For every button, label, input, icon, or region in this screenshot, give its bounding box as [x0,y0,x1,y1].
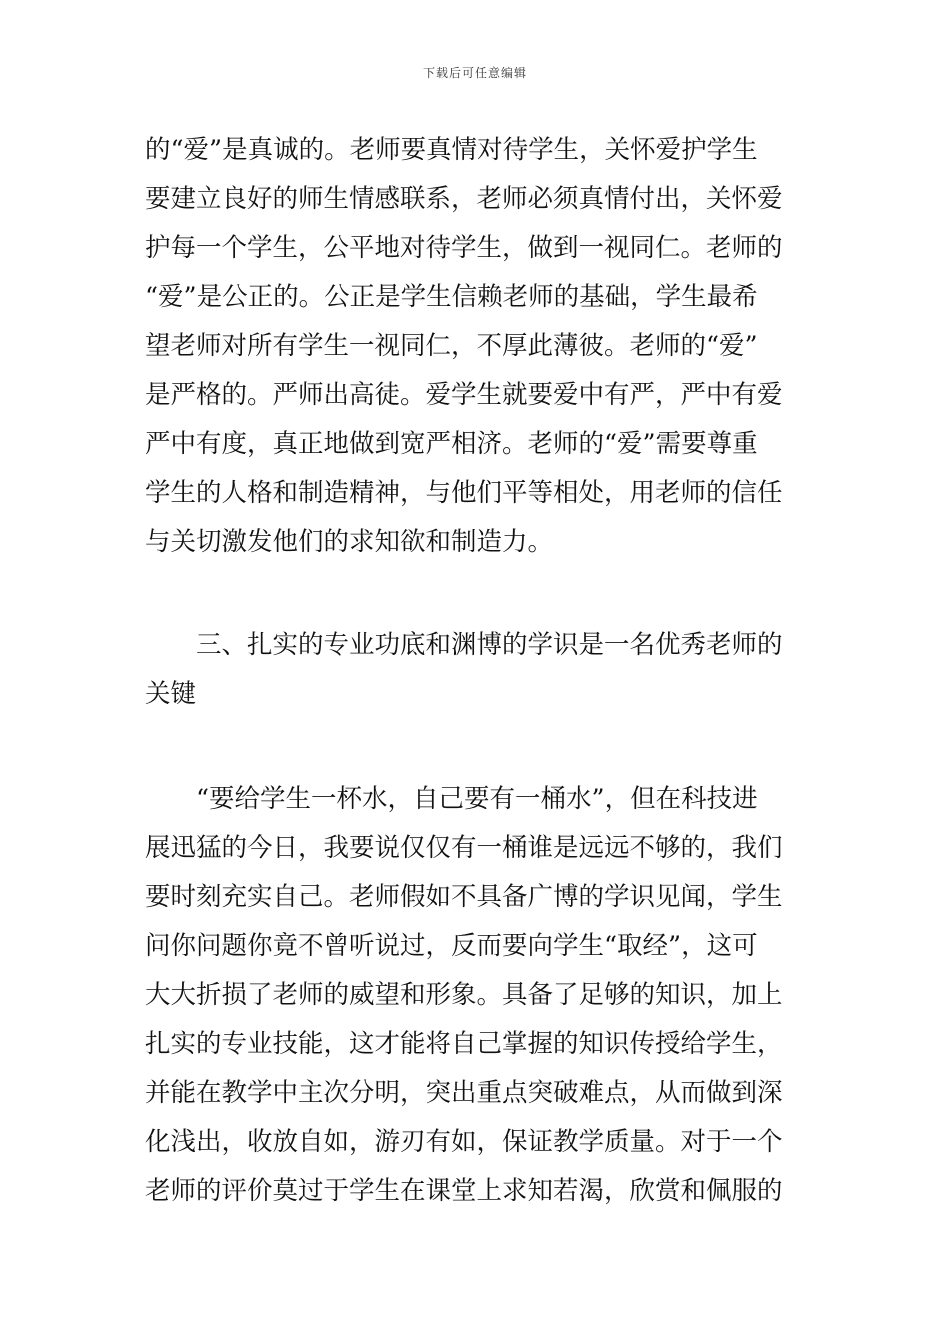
heading-line: 关键 [145,679,197,709]
text-line: 望老师对所有学生一视同仁，不厚此薄彼。老师的“爱” [145,331,758,361]
text-line: 要建立良好的师生情感联系，老师必须真情付出，关怀爱 [145,184,783,214]
text-line: 并能在教学中主次分明，突出重点突破难点，从而做到深 [145,1078,783,1108]
text-line: 大大折损了老师的威望和形象。具备了足够的知识，加上 [145,980,783,1010]
paragraph-teacher-love [145,126,810,567]
text-line: 化浅出，收放自如，游刃有如，保证教学质量。对于一个 [145,1127,783,1157]
text-line: 学生的人格和制造精神，与他们平等相处，用老师的信任 [145,478,783,508]
text-line: “要给学生一杯水，自己要有一桶水”，但在科技进 [145,784,758,814]
text-line: 护每一个学生，公平地对待学生，做到一视同仁。老师的 [145,233,783,263]
page-header-note: 下载后可任意编辑 [422,66,527,80]
text-line: 是严格的。严师出高徒。爱学生就要爱中有严，严中有爱 [145,380,783,410]
text-line: 要时刻充实自己。老师假如不具备广博的学识见闻，学生 [145,882,783,912]
paragraph-knowledge [145,775,810,1216]
text-line: 扎实的专业技能，这才能将自己掌握的知识传授给学生， [145,1029,783,1059]
text-line: 老师的评价莫过于学生在课堂上求知若渴，欣赏和佩服的 [145,1176,783,1206]
text-line: 问你问题你竟不曾听说过，反而要向学生“取经”，这可 [145,931,758,961]
section-heading-three [145,621,810,719]
text-line: “爱”是公正的。公正是学生信赖老师的基础，学生最希 [145,282,758,312]
text-line: 展迅猛的今日，我要说仅仅有一桶谁是远远不够的，我们 [145,833,783,863]
text-line: 的“爱”是真诚的。老师要真情对待学生，关怀爱护学生 [145,135,758,165]
heading-line: 三、扎实的专业功底和渊博的学识是一名优秀老师的 [145,630,783,660]
text-line: 与关切激发他们的求知欲和制造力。 [145,527,554,557]
text-line: 严中有度，真正地做到宽严相济。老师的“爱”需要尊重 [145,429,758,459]
